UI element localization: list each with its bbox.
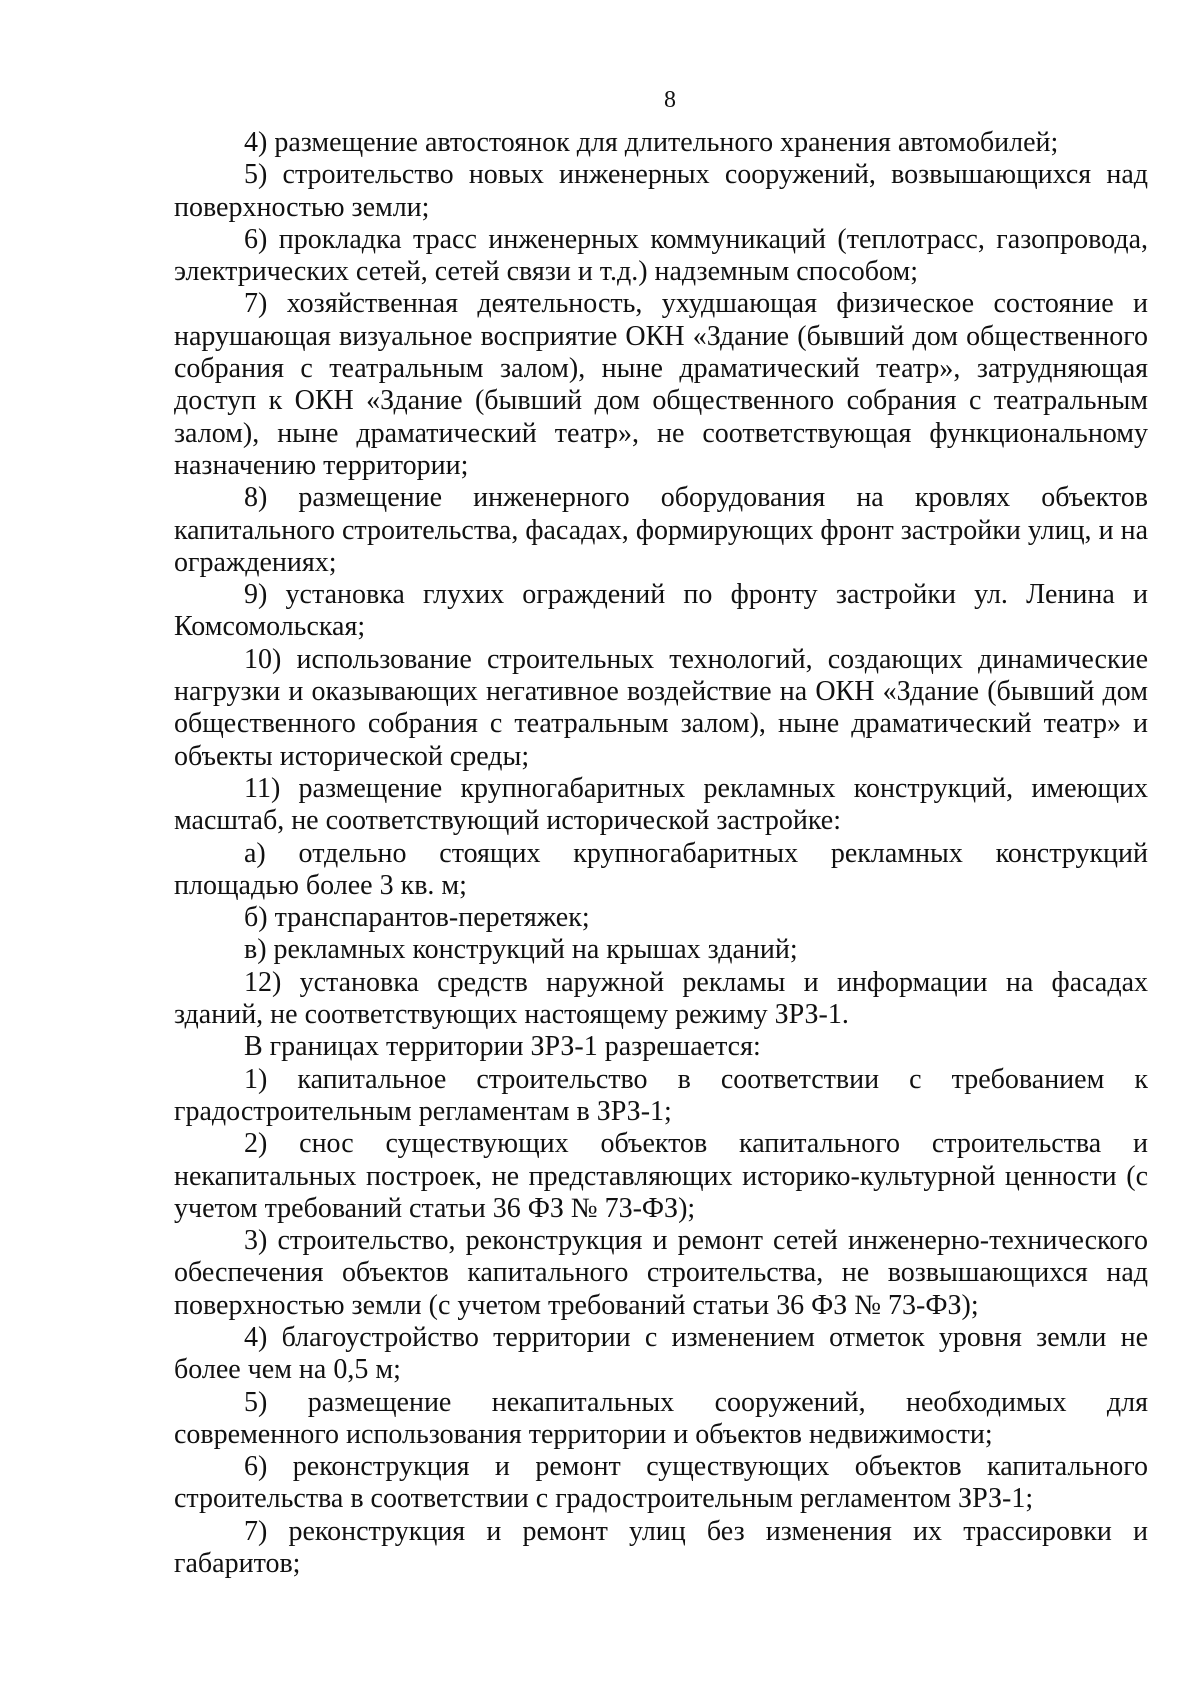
paragraph: 10) использование строительных технологий, создающих динамические нагрузки и оказывающих негативное воздействие на ОКН «Здание (бывший дом общественного собрания с театральным залом), ныне драматический театр» и объекты исторической среды; bbox=[174, 643, 1148, 772]
paragraph: 6) реконструкция и ремонт существующих объектов капитального строительства в соответствии с градостроительным регламентом ЗРЗ-1; bbox=[174, 1451, 1148, 1515]
paragraph: 5) размещение некапитальных сооружений, необходимых для современного использования территории и объектов недвижимости; bbox=[174, 1386, 1148, 1450]
document-body bbox=[174, 127, 1148, 1580]
paragraph: В границах территории ЗРЗ-1 разрешается: bbox=[244, 1031, 761, 1063]
paragraph: б) транспарантов-перетяжек; bbox=[244, 902, 590, 934]
paragraph: 7) реконструкция и ремонт улиц без изменения их трассировки и габаритов; bbox=[174, 1515, 1148, 1580]
paragraph: 1) капитальное строительство в соответствии с требованием к градостроительным регламентам в ЗРЗ-1; bbox=[174, 1063, 1148, 1127]
paragraph: 9) установка глухих ограждений по фронту застройки ул. Ленина и Комсомольская; bbox=[174, 579, 1148, 643]
paragraph: в) рекламных конструкций на крышах зданий; bbox=[244, 934, 798, 966]
paragraph: а) отдельно стоящих крупногабаритных рекламных конструкций площадью более 3 кв. м; bbox=[174, 837, 1148, 901]
paragraph: 12) установка средств наружной рекламы и информации на фасадах зданий, не соответствующих настоящему режиму ЗРЗ-1. bbox=[174, 966, 1148, 1031]
paragraph: 6) прокладка трасс инженерных коммуникаций (теплотрасс, газопровода, электрических сетей, сетей связи и т.д.) надземным способом; bbox=[174, 223, 1148, 288]
paragraph: 11) размещение крупногабаритных рекламных конструкций, имеющих масштаб, не соответствующий исторической застройке: bbox=[174, 772, 1148, 837]
paragraph: 5) строительство новых инженерных сооружений, возвышающихся над поверхностью земли; bbox=[174, 159, 1148, 223]
paragraph: 2) снос существующих объектов капитального строительства и некапитальных построек, не представляющих историко-культурной ценности (с учетом требований статьи 36 ФЗ № 73-ФЗ); bbox=[174, 1128, 1148, 1224]
paragraph: 4) размещение автостоянок для длительного хранения автомобилей; bbox=[244, 127, 1059, 158]
paragraph: 3) строительство, реконструкция и ремонт сетей инженерно-технического обеспечения объектов капитального строительства, не возвышающихся над поверхностью земли (с учетом требований статьи 36 ФЗ № 73-ФЗ); bbox=[174, 1225, 1148, 1321]
page-number: 8 bbox=[664, 87, 676, 113]
paragraph: 4) благоустройство территории с изменением отметок уровня земли не более чем на 0,5 м; bbox=[174, 1321, 1148, 1386]
paragraph: 8) размещение инженерного оборудования на кровлях объектов капитального строительства, фасадах, формирующих фронт застройки улиц, и на ограждениях; bbox=[174, 482, 1148, 578]
paragraph: 7) хозяйственная деятельность, ухудшающая физическое состояние и нарушающая визуальное восприятие ОКН «Здание (бывший дом общественного собрания с театральным залом), ныне драматический театр», затрудняющая доступ к ОКН «Здание (бывший дом общественного собрания с театральным залом), ныне драматический театр», не соответствующая функциональному назначению территории; bbox=[174, 288, 1148, 481]
